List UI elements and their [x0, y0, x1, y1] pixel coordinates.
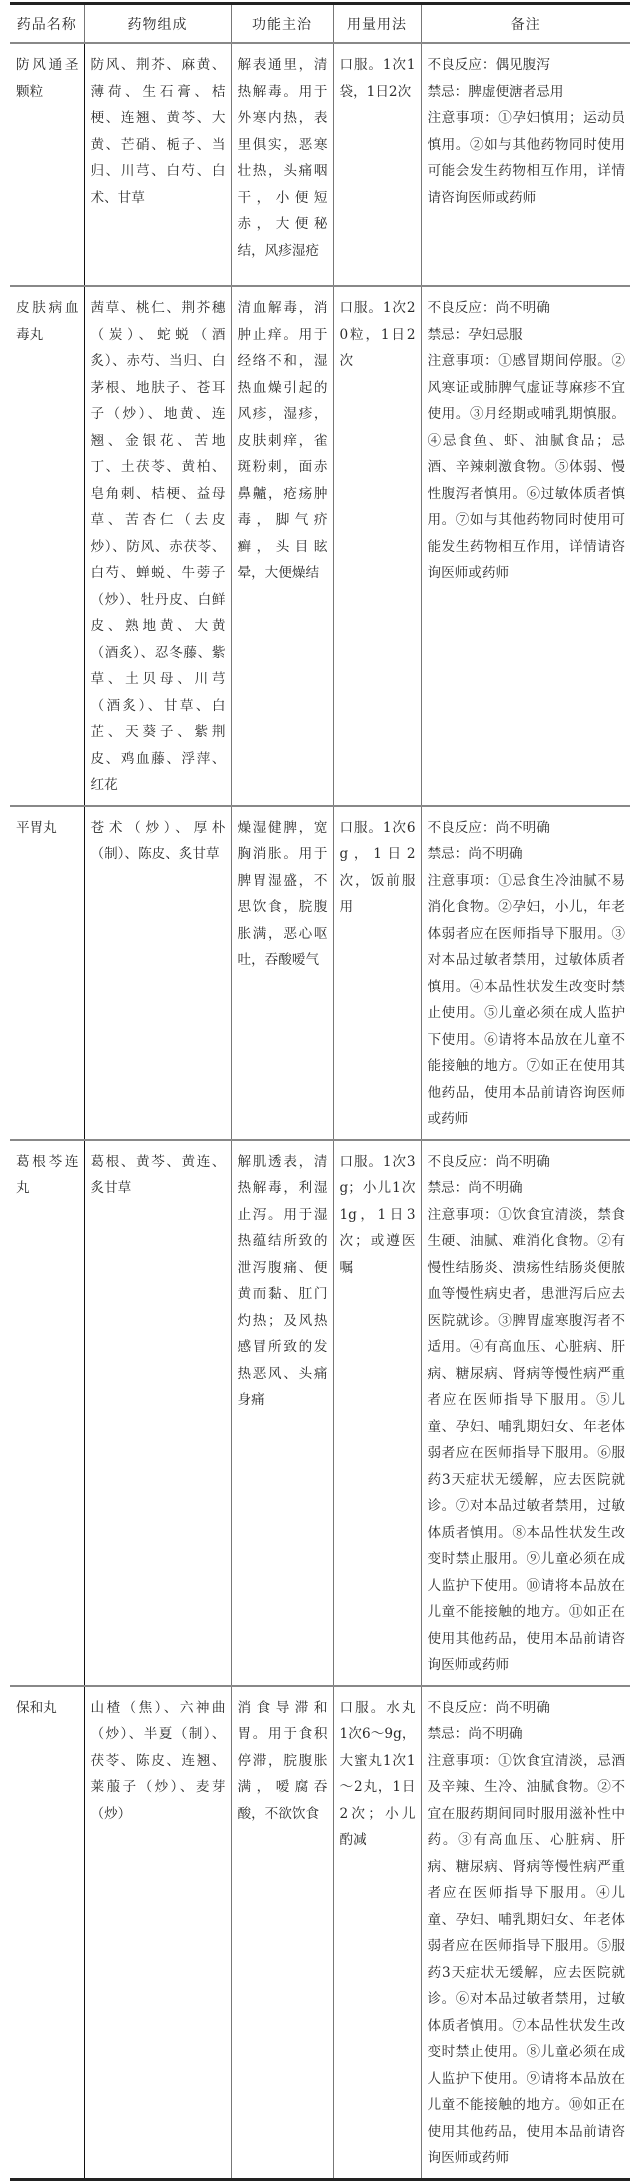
composition-cell: 山楂（焦）、六神曲（炒）、半夏（制）、茯苓、陈皮、连翘、莱菔子（炒）、麦芽（炒）	[84, 1686, 231, 2180]
table-row	[10, 286, 630, 806]
precautions-text: 注意事项：①忌食生冷油腻不易消化食物。②孕妇，小儿，年老体弱者应在医师指导下服用。③对本品过敏者禁用，过敏体质者慎用。④本品性状发生改变时禁止使用。⑤儿童必须在成人监护下使用。⑥请将本品放在儿童不能接触的地方。⑦如正在使用其他药品，使用本品前请咨询医师或药师	[427, 872, 625, 1127]
remarks-cell	[421, 1686, 630, 2180]
adverse-reaction-text: 不良反应：尚不明确	[427, 1699, 550, 1716]
table-row	[10, 1686, 630, 2180]
precautions-text: 注意事项：①感冒期间停服。②风寒证或肺脾气虚证荨麻疹不宜使用。③月经期或哺乳期慎服。④忌食鱼、虾、油腻食品；忌酒、辛辣刺激食物。⑤体弱、慢性腹泻者慎用。⑥过敏体质者慎用。⑦如与其他药物同时使用可能发生药物相互作用，详情请咨询医师或药师	[427, 353, 625, 581]
composition-cell: 葛根、黄芩、黄连、炙甘草	[84, 1140, 231, 1686]
composition-cell: 茜草、桃仁、荆芥穗（炭）、蛇蜕（酒炙）、赤芍、当归、白茅根、地肤子、苍耳子（炒）、地黄、连翘、金银花、苦地丁、土茯苓、黄柏、皂角刺、桔梗、益母草、苦杏仁（去皮炒）、防风、赤茯苓、白芍、蝉蜕、牛蒡子（炒）、牡丹皮、白鲜皮、熟地黄、大黄（酒炙）、忍冬藤、紫草、土贝母、川芎（酒炙）、甘草、白芷、天葵子、紫荆皮、鸡血藤、浮萍、红花	[84, 286, 231, 806]
precautions-text: 注意事项：①孕妇慎用；运动员慎用。②如与其他药物同时使用可能会发生药物相互作用，详情请咨询医师或药师	[427, 110, 625, 206]
dosage-cell: 口服。水丸1次6～9g，大蜜丸1次1～2丸，1日2次；小儿酌减	[333, 1686, 421, 2180]
table-row	[10, 43, 630, 286]
drug-name-cell: 皮肤病血毒丸	[10, 286, 84, 806]
drug-name-cell: 保和丸	[10, 1686, 84, 2180]
adverse-reaction-text: 不良反应：尚不明确	[427, 1153, 550, 1170]
adverse-reaction-text: 不良反应：尚不明确	[427, 819, 550, 836]
contraindication-text: 禁忌：尚不明确	[427, 1726, 523, 1742]
drug-name-cell: 防风通圣颗粒	[10, 43, 84, 286]
dosage-cell: 口服。1次6g，1日2次，饭前服用	[333, 806, 421, 1140]
contraindication-text: 禁忌：尚不明确	[427, 846, 523, 862]
remarks-cell	[421, 1140, 630, 1686]
contraindication-text: 禁忌：脾虚便溏者忌用	[427, 83, 564, 100]
indications-cell: 清血解毒，消肿止痒。用于经络不和，湿热血燥引起的风疹，湿疹，皮肤刺痒，雀斑粉刺，面赤鼻齇，疮疡肿毒，脚气疥癣，头目眩晕，大便燥结	[231, 286, 333, 806]
dosage-cell: 口服。1次1袋，1日2次	[333, 43, 421, 286]
header-indications: 功能主治	[231, 4, 333, 44]
precautions-text: 注意事项：①饮食宜清淡，禁食生硬、油腻、难消化食物。②有慢性结肠炎、溃疡性结肠炎便脓血等慢性病史者，患泄泻后应去医院就诊。③脾胃虚寒腹泻者不适用。④有高血压、心脏病、肝病、糖尿病、肾病等慢性病严重者应在医师指导下服用。⑤儿童、孕妇、哺乳期妇女、年老体弱者应在医师指导下服用。⑥服药3天症状无缓解，应去医院就诊。⑦对本品过敏者禁用，过敏体质者慎用。⑧本品性状发生改变时禁止服用。⑨儿童必须在成人监护下使用。⑩请将本品放在儿童不能接触的地方。⑪如正在使用其他药品，使用本品前请咨询医师或药师	[427, 1206, 625, 1673]
adverse-reaction-text: 不良反应：尚不明确	[427, 300, 550, 316]
dosage-cell: 口服。1次3g；小儿1次1g，1日3次；或遵医嘱	[333, 1140, 421, 1686]
dosage-cell: 口服。1次20粒，1日2次	[333, 286, 421, 806]
composition-cell: 防风、荆芥、麻黄、薄荷、生石膏、桔梗、连翘、黄芩、大黄、芒硝、栀子、当归、川芎、白芍、白术、甘草	[84, 43, 231, 286]
table-row	[10, 1140, 630, 1686]
header-dosage: 用量用法	[333, 4, 421, 44]
indications-cell: 消食导滞和胃。用于食积停滞，脘腹胀满，嗳腐吞酸，不欲饮食	[231, 1686, 333, 2180]
table-row	[10, 806, 630, 1140]
contraindication-text: 禁忌：尚不明确	[427, 1180, 523, 1196]
drug-info-table	[10, 2, 630, 2181]
precautions-text: 注意事项：①饮食宜清淡，忌酒及辛辣、生冷、油腻食物。②不宜在服药期间同时服用滋补性中药。③有高血压、心脏病、肝病、糖尿病、肾病等慢性病严重者应在医师指导下服用。④儿童、孕妇、哺乳期妇女、年老体弱者应在医师指导下服用。⑤服药3天症状无缓解，应去医院就诊。⑥对本品过敏者禁用，过敏体质者慎用。⑦本品性状发生改变时禁止使用。⑧儿童必须在成人监护下使用。⑨请将本品放在儿童不能接触的地方。⑩如正在使用其他药品，使用本品前请咨询医师或药师	[427, 1752, 625, 2166]
table-header-row	[10, 4, 630, 44]
remarks-cell	[421, 43, 630, 286]
drug-table-container	[10, 2, 630, 2181]
contraindication-text: 禁忌：孕妇忌服	[427, 326, 523, 343]
header-drug-name: 药品名称	[10, 4, 84, 44]
remarks-cell	[421, 806, 630, 1140]
adverse-reaction-text: 不良反应：偶见腹泻	[427, 57, 550, 73]
header-remarks: 备注	[421, 4, 630, 44]
indications-cell: 解表通里，清热解毒。用于外寒内热，表里俱实，恶寒壮热，头痛咽干，小便短赤，大便秘结，风疹湿疮	[231, 43, 333, 286]
drug-name-cell: 平胃丸	[10, 806, 84, 1140]
drug-name-cell: 葛根芩连丸	[10, 1140, 84, 1686]
header-composition: 药物组成	[84, 4, 231, 44]
remarks-cell	[421, 286, 630, 806]
indications-cell: 解肌透表，清热解毒，利湿止泻。用于湿热蕴结所致的泄泻腹痛、便黄而黏、肛门灼热；及风热感冒所致的发热恶风、头痛身痛	[231, 1140, 333, 1686]
indications-cell: 燥湿健脾，宽胸消胀。用于脾胃湿盛，不思饮食，脘腹胀满，恶心呕吐，吞酸嗳气	[231, 806, 333, 1140]
composition-cell: 苍术（炒）、厚朴（制）、陈皮、炙甘草	[84, 806, 231, 1140]
